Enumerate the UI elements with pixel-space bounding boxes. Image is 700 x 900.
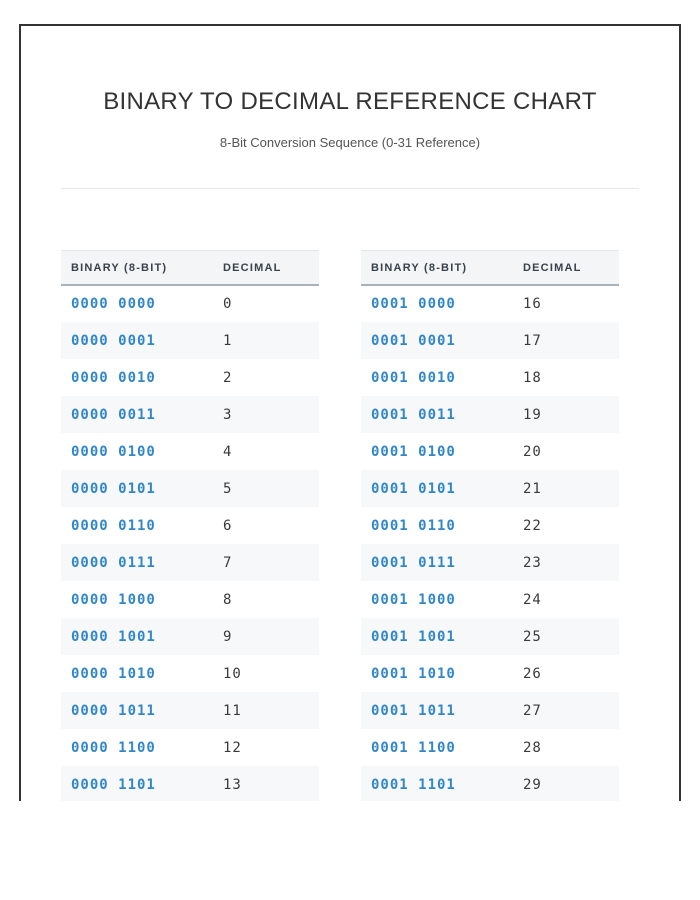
decimal-value-cell: 5 [223,480,233,497]
binary-value-cell: 0001 0011 [371,406,456,423]
column-header-binary: BINARY (8-BIT) [361,251,513,286]
table-header-row [361,251,619,286]
binary-value-cell: 0001 0101 [371,480,456,497]
table-row [361,581,619,618]
document-page [19,24,681,801]
table-row [361,285,619,322]
tables-container [61,250,639,801]
decimal-value-cell: 28 [523,739,542,756]
binary-value-cell: 0000 1010 [71,665,156,682]
decimal-value-cell: 26 [523,665,542,682]
decimal-value-cell: 13 [223,776,242,793]
table-row [361,766,619,801]
binary-value-cell: 0000 1001 [71,628,156,645]
table-row [61,470,319,507]
column-header-decimal: DECIMAL [513,251,619,286]
binary-value-cell: 0001 0001 [371,332,456,349]
decimal-value-cell: 12 [223,739,242,756]
binary-value-cell: 0001 1011 [371,702,456,719]
decimal-value-cell: 23 [523,554,542,571]
binary-value-cell: 0000 1000 [71,591,156,608]
decimal-value-cell: 8 [223,591,233,608]
binary-value-cell: 0001 1101 [371,776,456,793]
table-row [61,766,319,801]
table-row [361,692,619,729]
table-body-left [61,285,319,801]
page-subtitle: 8-Bit Conversion Sequence (0-31 Reference) [219,135,481,150]
table-row [61,655,319,692]
table-row [361,655,619,692]
binary-value-cell: 0001 0111 [371,554,456,571]
decimal-value-cell: 0 [223,296,233,312]
table-row [361,544,619,581]
binary-value-cell: 0000 0100 [71,443,156,460]
binary-value-cell: 0001 1000 [371,591,456,608]
section-divider [61,188,639,189]
table-row [61,433,319,470]
decimal-value-cell: 9 [223,628,233,645]
table-row [361,729,619,766]
decimal-value-cell: 3 [223,406,233,423]
page-title: BINARY TO DECIMAL REFERENCE CHART [103,88,597,115]
decimal-value-cell: 10 [223,665,242,682]
decimal-value-cell: 27 [523,702,542,719]
decimal-value-cell: 16 [523,296,542,312]
table-row [361,470,619,507]
table-body-right [361,285,619,801]
binary-value-cell: 0000 0110 [71,517,156,534]
decimal-value-cell: 19 [523,406,542,423]
column-header-binary: BINARY (8-BIT) [61,251,213,286]
binary-value-cell: 0001 1100 [371,739,456,756]
table-row [61,729,319,766]
decimal-value-cell: 22 [523,517,542,534]
decimal-value-cell: 18 [523,369,542,386]
decimal-value-cell: 7 [223,554,233,571]
binary-value-cell: 0001 0110 [371,517,456,534]
binary-table-left [61,250,319,801]
table-row [61,618,319,655]
binary-table-right [361,250,619,801]
table-row [361,359,619,396]
decimal-value-cell: 4 [223,443,233,460]
binary-value-cell: 0000 0101 [71,480,156,497]
table-row [61,581,319,618]
table-row [61,285,319,322]
table-row [61,544,319,581]
table-row [361,618,619,655]
binary-value-cell: 0000 1101 [71,776,156,793]
decimal-value-cell: 21 [523,480,542,497]
binary-value-cell: 0001 1010 [371,665,456,682]
table-row [61,507,319,544]
binary-value-cell: 0000 0011 [71,406,156,423]
decimal-value-cell: 2 [223,369,233,386]
decimal-value-cell: 24 [523,591,542,608]
binary-value-cell: 0000 0000 [71,296,156,312]
table-row [361,322,619,359]
binary-value-cell: 0001 1001 [371,628,456,645]
table-row [61,692,319,729]
binary-value-cell: 0001 0000 [371,296,456,312]
table-row [61,322,319,359]
decimal-value-cell: 29 [523,776,542,793]
decimal-value-cell: 25 [523,628,542,645]
table-header-row [61,251,319,286]
decimal-value-cell: 11 [223,702,242,719]
table-row [361,396,619,433]
table-row [361,433,619,470]
table-row [61,396,319,433]
binary-value-cell: 0000 0001 [71,332,156,349]
binary-value-cell: 0000 1011 [71,702,156,719]
binary-value-cell: 0000 0010 [71,369,156,386]
binary-value-cell: 0000 0111 [71,554,156,571]
binary-value-cell: 0001 0100 [371,443,456,460]
table-row [61,359,319,396]
table-row [361,507,619,544]
decimal-value-cell: 17 [523,332,542,349]
column-header-decimal: DECIMAL [213,251,319,286]
binary-value-cell: 0000 1100 [71,739,156,756]
decimal-value-cell: 6 [223,517,233,534]
decimal-value-cell: 1 [223,332,233,349]
decimal-value-cell: 20 [523,443,542,460]
binary-value-cell: 0001 0010 [371,369,456,386]
